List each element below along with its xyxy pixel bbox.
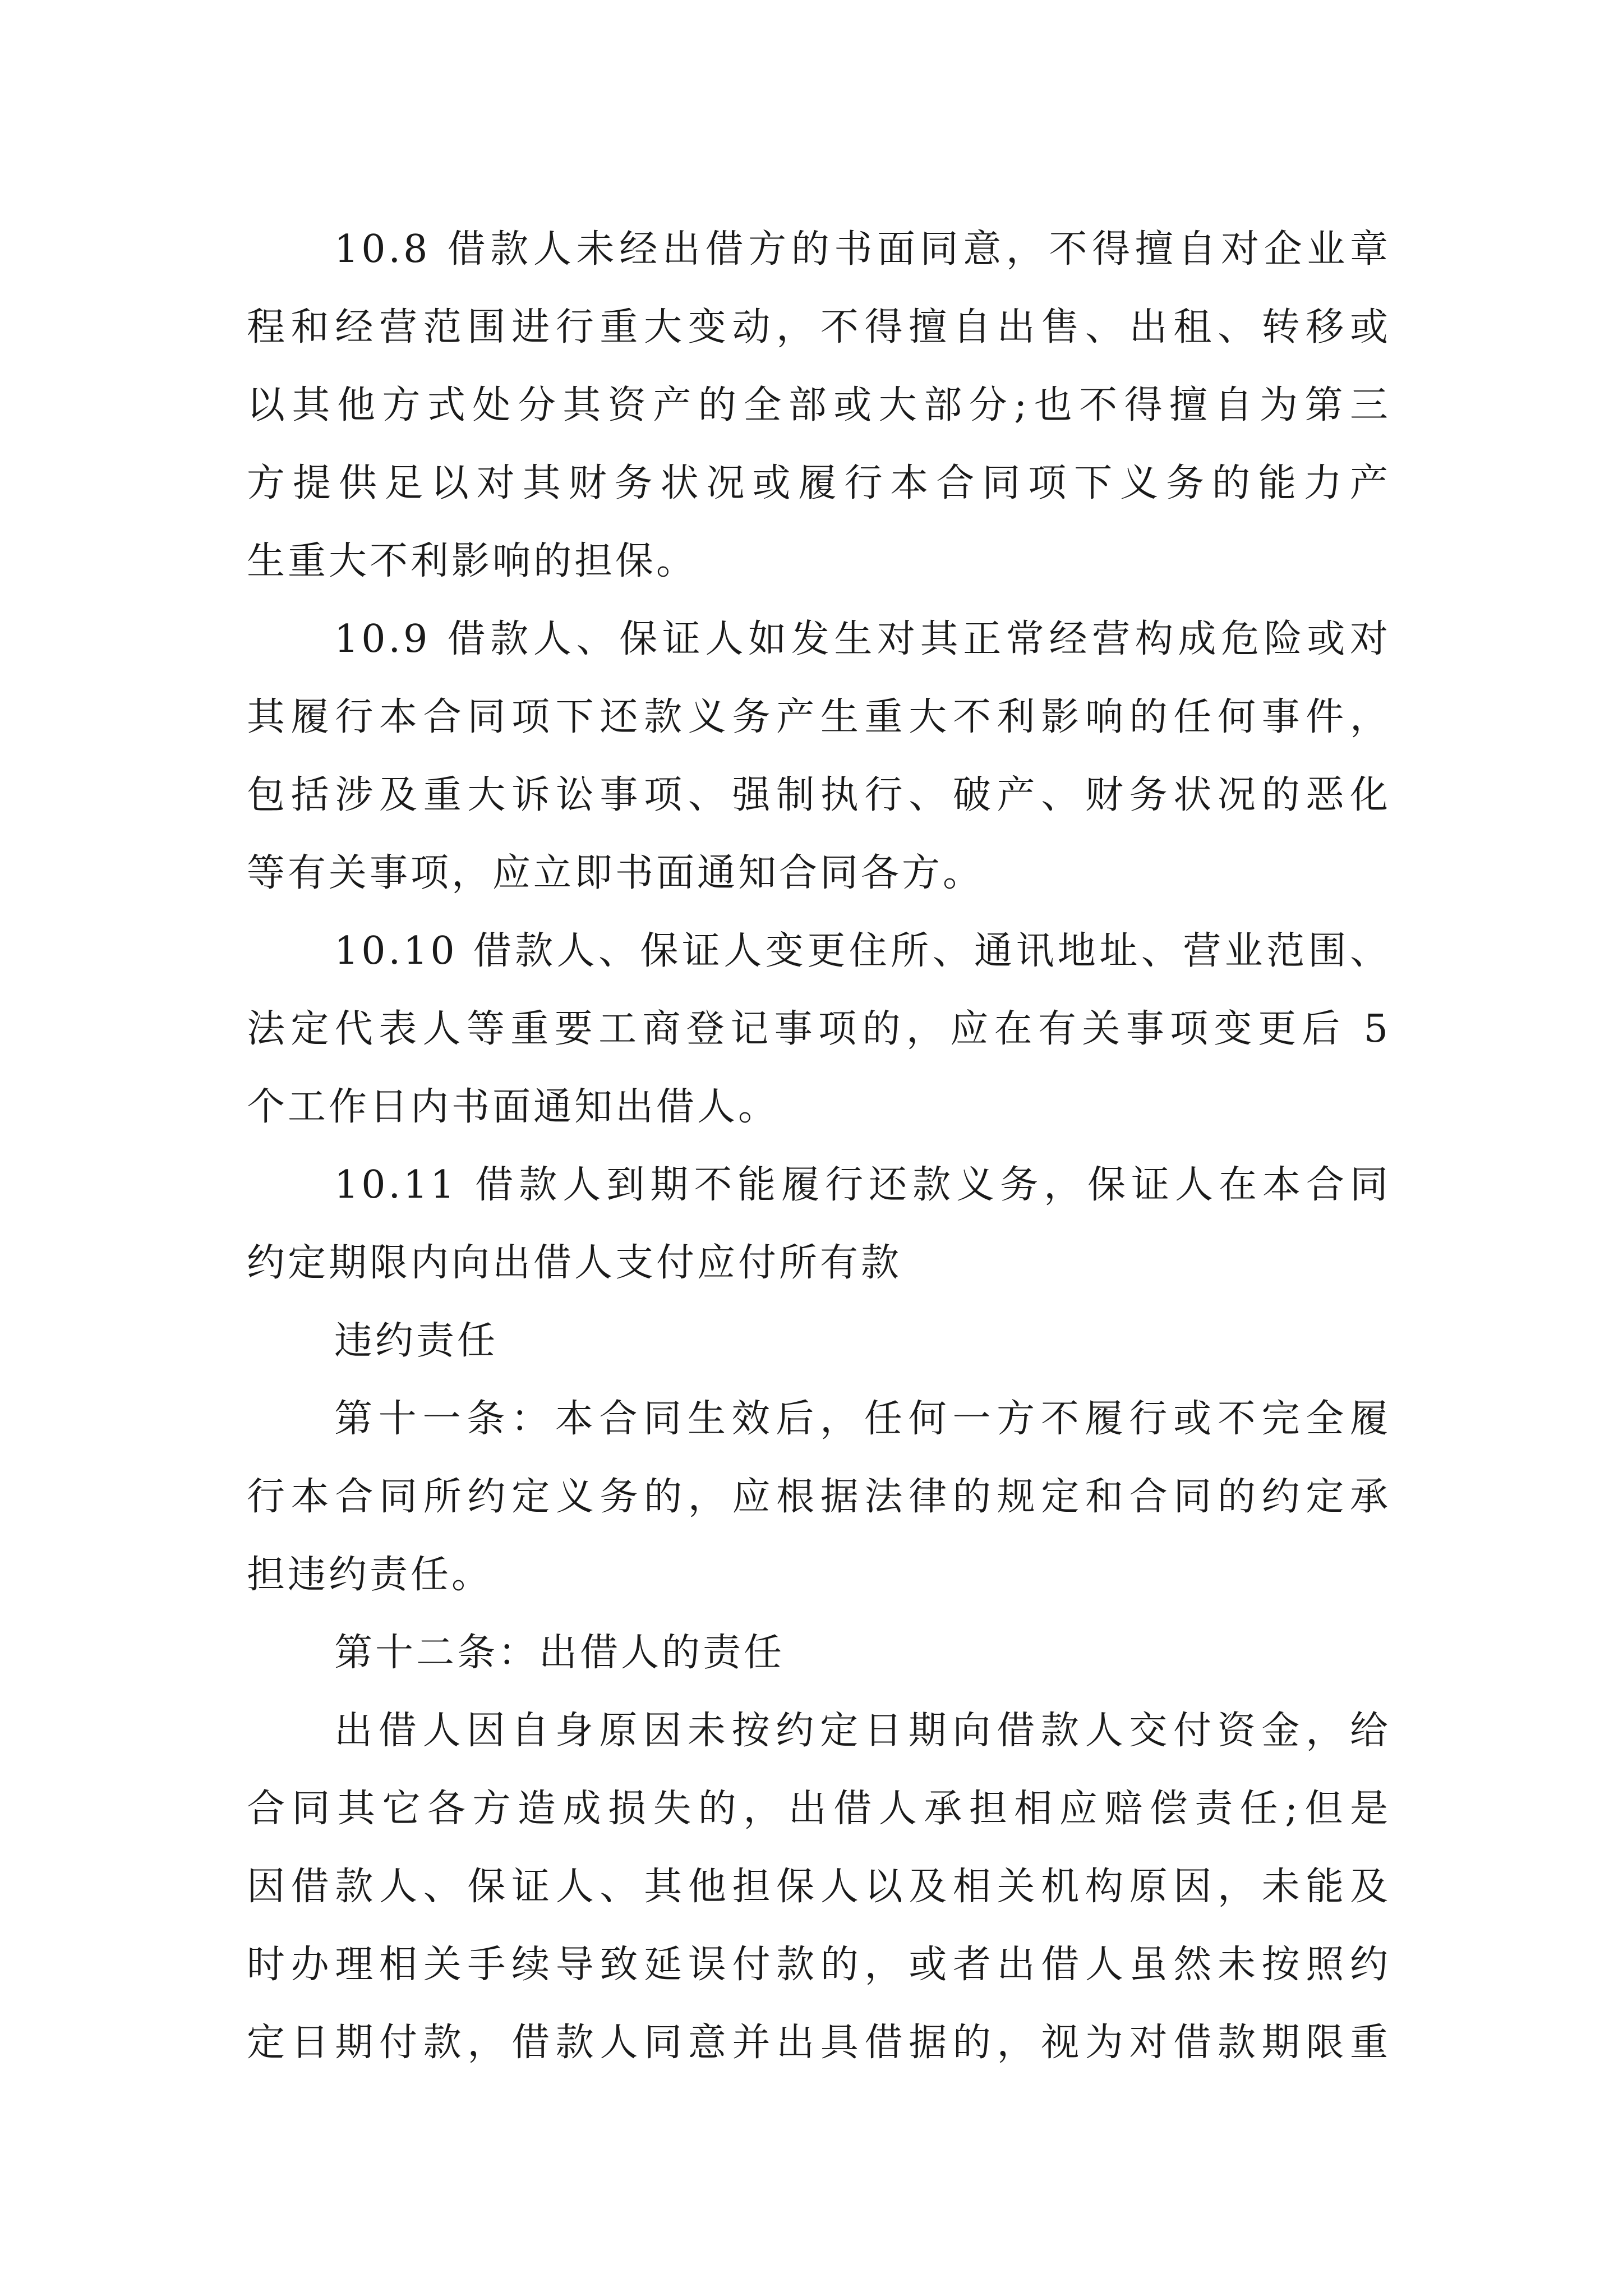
paragraph [247,1146,1391,1302]
paragraph-line: 个工作日内书面通知出借人。 [247,1085,780,1129]
paragraph-line: 10.10 借款人、保证人变更住所、通讯地址、营业范围、 [334,929,1391,973]
paragraph-line: 以其他方式处分其资产的全部或大部分;也不得擅自为第三 [247,383,1391,427]
paragraph-line: 方提供足以对其财务状况或履行本合同项下义务的能力产 [247,461,1391,505]
paragraph-line: 时办理相关手续导致延误付款的，或者出借人虽然未按照约 [247,1943,1391,1987]
paragraph-line: 因借款人、保证人、其他担保人以及相关机构原因，未能及 [247,1865,1391,1909]
paragraph [247,1692,1391,2082]
paragraph [247,1380,1391,1614]
paragraph [247,210,1391,600]
paragraph [247,912,1391,1146]
paragraph-line: 包括涉及重大诉讼事项、强制执行、破产、财务状况的恶化 [247,773,1391,817]
paragraph [247,1302,1391,1380]
paragraph-line: 生重大不利影响的担保。 [247,539,698,583]
paragraph-line: 担违约责任。 [247,1553,493,1597]
paragraph-line: 10.11 借款人到期不能履行还款义务，保证人在本合同 [334,1163,1391,1207]
paragraph-line: 法定代表人等重要工商登记事项的，应在有关事项变更后 5 [247,1007,1391,1051]
document-body [247,210,1391,2082]
paragraph-line: 违约责任 [334,1319,499,1363]
paragraph-line: 定日期付款，借款人同意并出具借据的，视为对借款期限重 [247,2021,1391,2065]
paragraph-line: 等有关事项，应立即书面通知合同各方。 [247,851,984,895]
paragraph [247,600,1391,912]
paragraph-line: 10.9 借款人、保证人如发生对其正常经营构成危险或对 [334,617,1391,661]
paragraph-line: 约定期限内向出借人支付应付所有款 [247,1241,902,1285]
paragraph-line: 其履行本合同项下还款义务产生重大不利影响的任何事件， [247,695,1391,739]
paragraph-line: 第十二条：出借人的责任 [334,1631,785,1675]
paragraph-line: 行本合同所约定义务的，应根据法律的规定和合同的约定承 [247,1475,1391,1519]
paragraph-line: 程和经营范围进行重大变动，不得擅自出售、出租、转移或 [247,305,1391,349]
paragraph-line: 出借人因自身原因未按约定日期向借款人交付资金，给 [334,1709,1391,1753]
paragraph [247,1614,1391,1692]
paragraph-line: 合同其它各方造成损失的，出借人承担相应赔偿责任;但是 [247,1787,1391,1831]
paragraph-line: 10.8 借款人未经出借方的书面同意，不得擅自对企业章 [334,227,1391,272]
paragraph-line: 第十一条：本合同生效后，任何一方不履行或不完全履 [334,1397,1391,1441]
